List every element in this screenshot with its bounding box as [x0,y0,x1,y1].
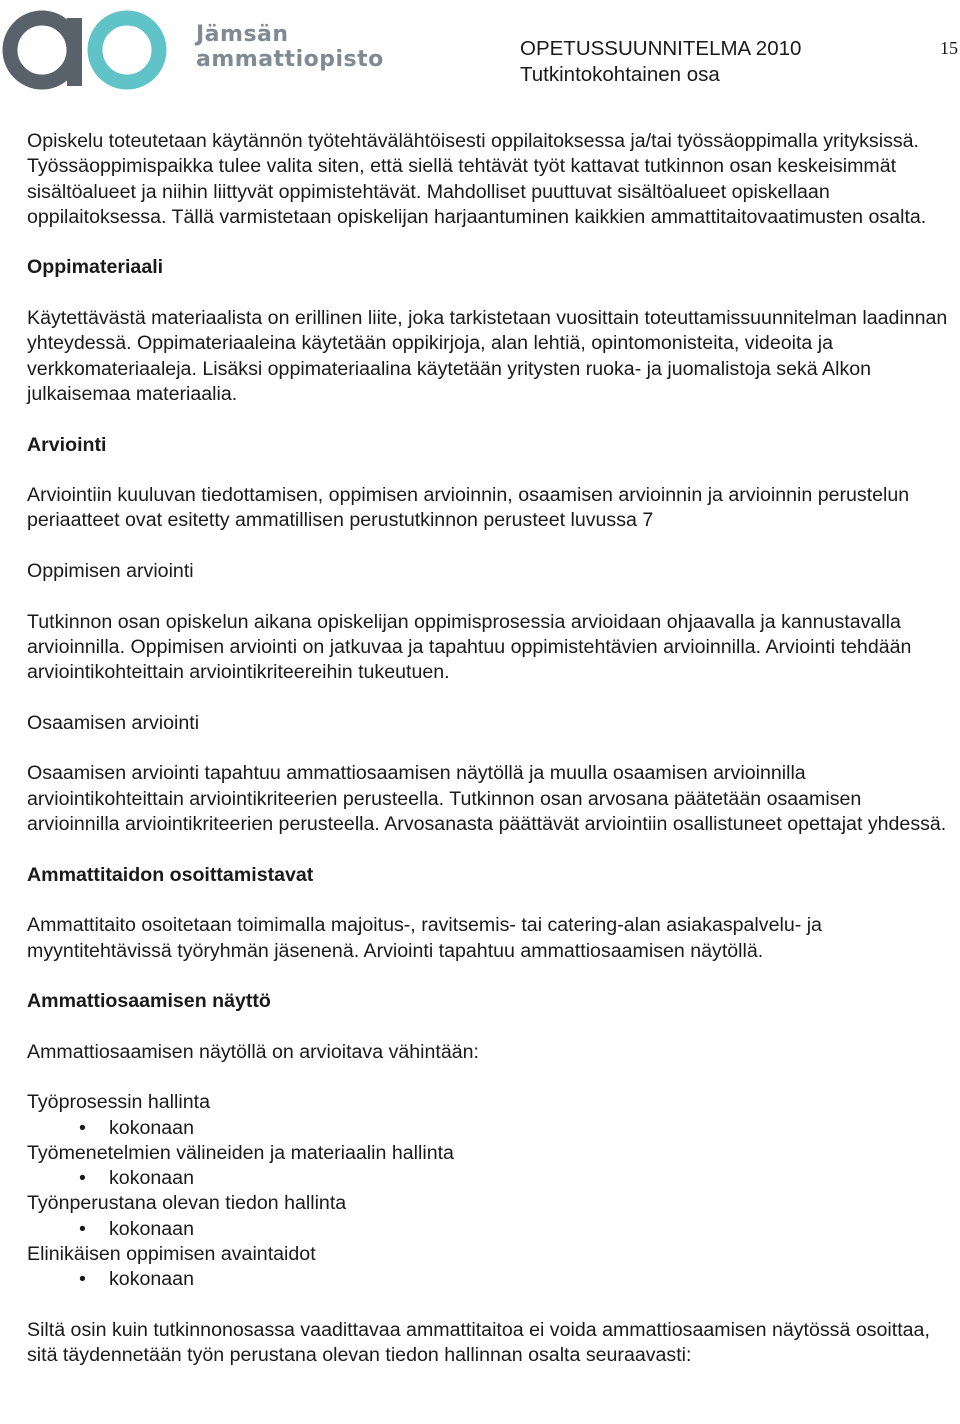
arviointi-heading: Arviointi [27,433,107,456]
bullet-icon: • [79,1268,86,1291]
list-item [27,1217,957,1242]
logo-text-line2: ammattiopisto [196,47,384,72]
osoittamistavat-paragraph: Ammattitaito osoitetaan toimimalla majoitus-, ravitsemis- tai catering-alan asiakaspalvelu- ja myyntitehtävissä työryhmän jäsenenä. Arviointi tapahtuu ammattiosaamisen näytöllä. [27,914,822,962]
naytto-item-title: Työnperustana olevan tiedon hallinta [27,1192,347,1215]
list-item [27,1166,957,1191]
intro-paragraph: Opiskelu toteutetaan käytännön työtehtävälähtöisesti oppilaitoksessa ja/tai työssäoppimalla yrityksissä. Työssäoppimispaikka tulee valita siten, että siellä tehtävät työt kattavat tutkinnon osan keskeisimmät sisältöalueet ja niihin liittyvät oppimistehtävät. Mahdolliset puuttuvat sisältöalueet opiskellaan oppilaitoksessa. Tällä varmistetaan opiskelijan harjaantuminen kaikkien ammattitaitovaatimusten osalta. [27,130,927,228]
bullet-text: kokonaan [109,1268,194,1291]
naytto-item-title: Työprosessin hallinta [27,1091,210,1114]
arviointi-paragraph: Arviointiin kuuluvan tiedottamisen, oppimisen arvioinnin, osaamisen arvioinnin ja arvioinnin perustelun periaatteet ovat esitetty ammatillisen perustutkinnon perusteet luvussa 7 [27,484,910,532]
oppimateriaali-paragraph: Käytettävästä materiaalista on erillinen liite, joka tarkistetaan vuosittain toteuttamissuunnitelman laadinnan yhteydessä. Oppimateriaaleina käytetään oppikirjoja, alan lehtiä, opintomonisteita, videoita ja verkkomateriaaleja. Lisäksi oppimateriaalina käytetään yritysten ruoka- ja juomalistoja sekä Alkon julkaisemaa materiaalia. [27,307,948,405]
osaamisen-arviointi-label: Osaamisen arviointi [27,711,200,734]
document-body [27,129,957,1369]
school-logo [0,0,384,100]
naytto-item-title: Työmenetelmien välineiden ja materiaalin hallinta [27,1141,454,1164]
page-number: 15 [940,38,958,58]
bullet-icon: • [79,1217,86,1240]
list-item [27,1267,957,1292]
ao-logo-icon [0,0,180,100]
oppimisen-arviointi-label: Oppimisen arviointi [27,560,194,583]
bullet-icon: • [79,1167,86,1190]
oppimateriaali-heading: Oppimateriaali [27,256,164,279]
naytto-heading: Ammattiosaamisen näyttö [27,990,271,1013]
document-subtitle: Tutkintokohtainen osa [520,63,720,86]
logo-text-line1: Jämsän [196,22,289,47]
oppimisen-arviointi-paragraph: Tutkinnon osan opiskelun aikana opiskelijan oppimisprosessia arvioidaan ohjaavalla ja kannustavalla arvioinnilla. Oppimisen arviointi on jatkuvaa ja tapahtuu oppimistehtävien arvioinnilla. Arviointi tehdään arviointikohteittain arviointikriteereihin tukeutuen. [27,610,912,684]
closing-paragraph: Siltä osin kuin tutkinnonosassa vaadittavaa ammattitaitoa ei voida ammattiosaamisen näytössä osoittaa, sitä täydennetään työn perustana olevan tiedon hallinnan osalta seuraavasti: [27,1318,930,1367]
document-title: OPETUSSUUNNITELMA 2010 [520,37,802,60]
list-item [27,1116,957,1141]
bullet-icon: • [79,1116,86,1139]
naytto-intro: Ammattiosaamisen näytöllä on arvioitava vähintään: [27,1040,479,1063]
naytto-item-title: Elinikäisen oppimisen avaintaidot [27,1243,316,1266]
bullet-text: kokonaan [109,1116,194,1139]
bullet-text: kokonaan [109,1217,194,1240]
bullet-text: kokonaan [109,1167,194,1190]
osoittamistavat-heading: Ammattitaidon osoittamistavat [27,863,314,886]
osaamisen-arviointi-paragraph: Osaamisen arviointi tapahtuu ammattiosaamisen näytöllä ja muulla osaamisen arvioinnilla arviointikohteittain arviointikriteerien perusteella. Tutkinnon osan arvosana päätetään osaamisen arvioinnilla arviointikriteerien perusteella. Arvosanasta päättävät arviointiin osallistuneet opettajat yhdessä. [27,762,947,836]
